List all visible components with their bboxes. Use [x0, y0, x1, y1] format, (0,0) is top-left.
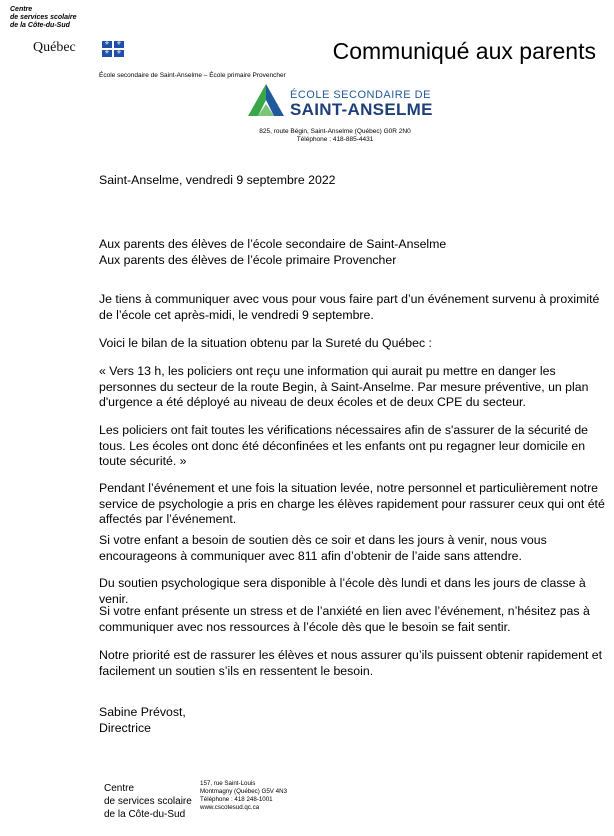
org-name-header — [10, 6, 77, 30]
footer-address-line: Montmagny (Québec) G5V 4N3 — [200, 788, 288, 795]
footer-org-name — [104, 782, 192, 821]
paragraph: Notre priorité est de rassurer les élèves et nous assurer qu’ils puissent obtenir rapidement et facilement un soutien s’ils en ressentent le besoin. — [99, 648, 603, 678]
recipient-line: Aux parents des élèves de l’école secondaire de Saint-Anselme — [99, 237, 447, 251]
footer-address — [200, 780, 287, 812]
paragraph: Du soutien psychologique sera disponible à l’école dès lundi et dans les jours de classe à venir. — [99, 576, 586, 606]
paragraph: Si votre enfant présente un stress et de l’anxiété en lien avec l’événement, n’hésitez pas à communiquer avec nos ressources à l’école dès que le besoin se fait sentir. — [99, 604, 590, 634]
recipient-line: Aux parents des élèves de l’école primaire Provencher — [99, 253, 397, 267]
quebec-wordmark: Québec — [33, 40, 76, 55]
footer-org-line: de services scolaire — [104, 796, 192, 807]
quote-paragraph: Les policiers ont fait toutes les vérifications nécessaires afin de s'assurer de la sécurité de tous. Les écoles ont donc été déconfinées et les enfants ont pu regagner leur domicile en toute sécurité. » — [99, 423, 589, 468]
paragraph: Voici le bilan de la situation obtenu par la Sureté du Québec : — [99, 336, 432, 350]
quote-paragraph: « Vers 13 h, les policiers ont reçu une information qui aurait pu mettre en danger les personnes du secteur de la route Begin, à Saint-Anselme. Par mesure préventive, un plan d'urgence a été déployé au niveau de deux écoles et de deux CPE du secteur. — [99, 364, 589, 409]
footer-website[interactable]: www.cscotesud.qc.ca — [200, 804, 260, 811]
footer-address-line: Téléphone : 418 248-1001 — [200, 796, 273, 803]
org-line: Centre — [10, 6, 33, 13]
footer-org-line: Centre — [104, 783, 135, 794]
org-line: de la Côte-du-Sud — [10, 22, 70, 29]
school-address: 825, route Bégin, Saint-Anselme (Québec) G0R 2N0 — [259, 128, 411, 135]
school-logo-icon — [246, 82, 286, 118]
org-line: de services scolaire — [10, 14, 77, 21]
signature-title: Directrice — [99, 721, 151, 735]
paragraph: Pendant l’événement et une fois la situation levée, notre personnel et particulièrement notre service de psychologie a pris en charge les élèves rapidement pour rassurer ceux qui ont été affectés par l’événement. — [99, 481, 605, 526]
school-phone: Téléphone : 418-885-4431 — [296, 136, 374, 143]
date-line: Saint-Anselme, vendredi 9 septembre 2022 — [99, 173, 336, 187]
footer-org-line: de la Côte-du-Sud — [104, 809, 186, 820]
footer-address-line: 157, rue Saint-Louis — [200, 780, 256, 787]
schools-line: École secondaire de Saint-Anselme – École primaire Provencher — [99, 72, 286, 79]
fleur-de-lis-flag-icon: ⚜ ⚜ ⚜ ⚜ — [102, 41, 124, 57]
paragraph: Je tiens à communiquer avec vous pour vous faire part d’un événement survenu à proximité de l’école cet après-midi, le vendredi 9 septembre. — [99, 292, 600, 322]
signature-name: Sabine Prévost, — [99, 705, 186, 719]
paragraph: Si votre enfant a besoin de soutien dès ce soir et dans les jours à venir, nous vous encourageons à communiquer avec 811 afin d’obtenir de l’aide sans attendre. — [99, 533, 547, 563]
logo-line-2: SAINT-ANSELME — [290, 100, 433, 119]
logo-line-1: ÉCOLE SECONDAIRE DE — [290, 89, 431, 101]
page-title: Communiqué aux parents — [332, 38, 596, 64]
